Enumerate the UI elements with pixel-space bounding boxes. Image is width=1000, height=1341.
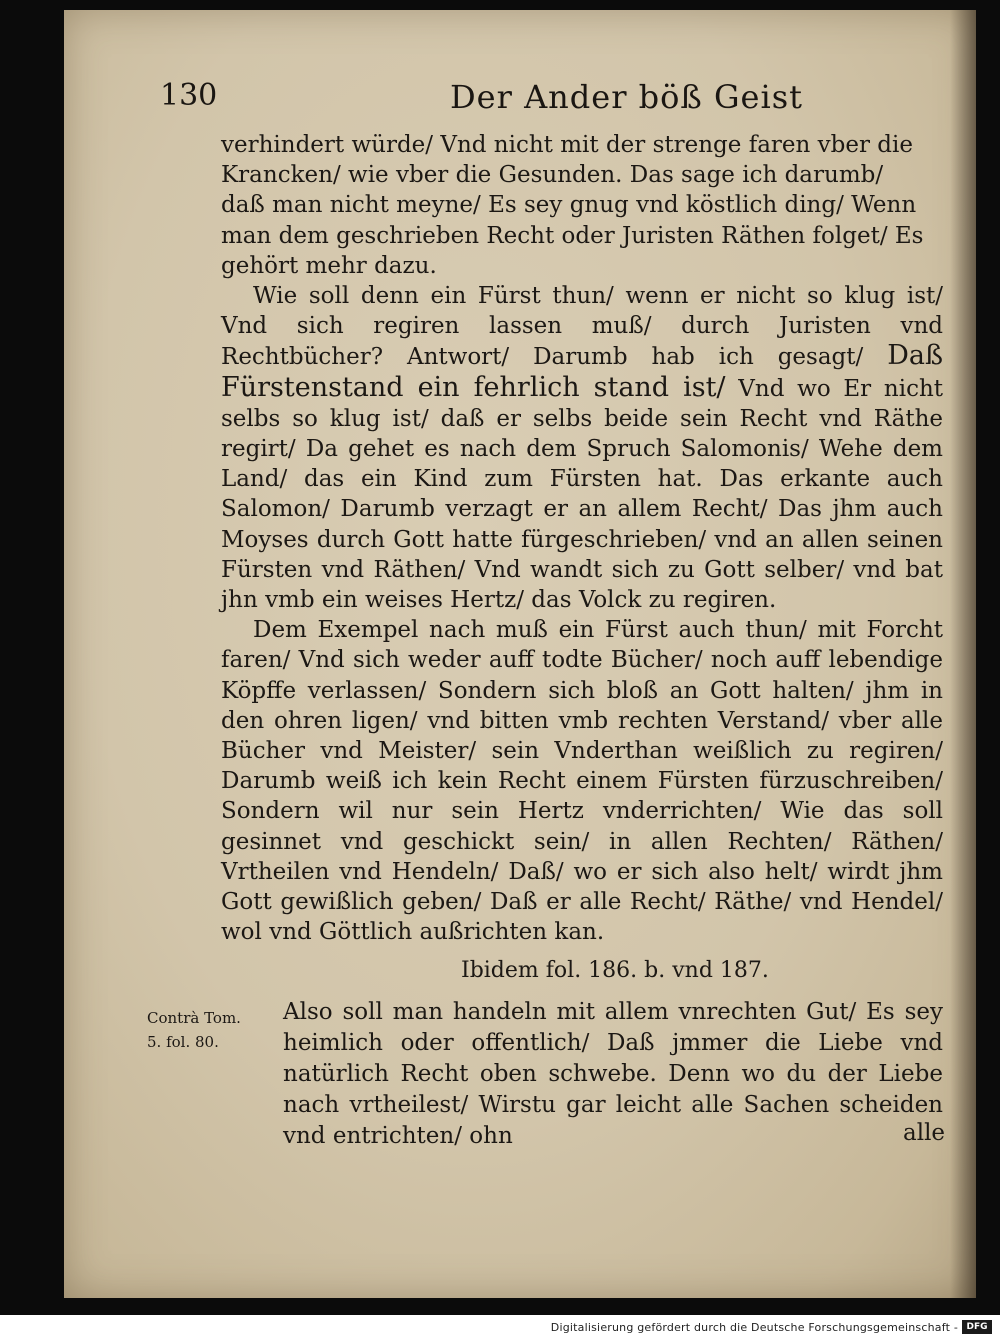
margin-note-line: 5. fol. 80.: [147, 1033, 219, 1051]
page-number: 130: [160, 78, 218, 113]
paragraph-exempel: Dem Exempel nach muß ein Fürst auch thun/ mit Forcht faren/ Vnd sich weder auff todte Bücher/ noch auff lebendige Köpffe verlassen/ Sondern sich bloß an Gott halten/ jhm in den ohren ligen/ vnd bitten vmb rechten Verstand/ vber alle Bücher vnd Meister/ sein Vnderthan weißlich zu regiren/ Darumb weiß ich kein Recht einem Fürsten fürzuschreiben/ Sondern wil nur sein Hertz vnderrichten/ Wie das soll gesinnet vnd geschickt sein/ in allen Rechten/ Räthen/ Vrtheilen vnd Hendeln/ Daß/ wo er sich also helt/ wirdt jhm Gott gewißlich geben/ Daß er alle Recht/ Räthe/ vnd Hendel/ wol vnd Göttlich außrichten kan.: [221, 617, 943, 946]
text-line: Krancken/ wie vber die Gesunden. Das sage ich darumb/: [221, 162, 884, 189]
page-gutter-shadow: [950, 10, 976, 1298]
footer-bar: [0, 1315, 1000, 1341]
emphasized-text: Daß Fürstenstand ein fehrlich stand ist/: [221, 340, 944, 403]
paragraph-fuerstenstand: [221, 281, 943, 615]
text-line: man dem geschrieben Recht oder Juristen Räthen folget/ Es: [221, 222, 924, 249]
footer-credit: Digitalisierung gefördert durch die Deutsche Forschungsgemeinschaft -: [550, 1321, 958, 1334]
reference-line: Ibidem fol. 186. b. vnd 187.: [461, 958, 769, 983]
margin-note: [147, 1006, 267, 1054]
paragraph-unrechtes-gut: Also soll man handeln mit allem vnrechten Gut/ Es sey heimlich oder offentlich/ Daß jmmer die Liebe vnd natürlich Recht oben schwebe. Denn wo du der Liebe nach vrtheilest/ Wirstu gar leicht alle Sachen scheiden vnd entrichten/ ohn: [283, 999, 943, 1149]
text-line: verhindert würde/ Vnd nicht mit der strenge faren vber die: [221, 132, 913, 158]
running-head-title: Der Ander böß Geist: [450, 78, 803, 116]
catchword: alle: [903, 1120, 946, 1146]
dfg-logo-icon: DFG: [962, 1320, 992, 1334]
running-head: [160, 78, 850, 128]
main-text: [221, 130, 943, 947]
margin-note-line: Contrà Tom.: [147, 1009, 241, 1027]
paragraph-text: Vnd wo Er nicht selbs so klug ist/ daß er selbs beide sein Recht vnd Räthe regirt/ Da gehet es nach dem Spruch Salomonis/ Wehe dem Land/ das ein Kind zum Fürsten hat. Das erkante auch Salomon/ Darumb verzagt er an allem Recht/ Das jhm auch Moyses durch Gott hatte fürgeschrieben/ vnd an allen seinen Fürsten vnd Räthen/ Vnd wandt sich zu Gott selber/ vnd bat jhn vmb ein weises Hertz/ das Volck zu regiren.: [221, 375, 943, 614]
text-line: daß man nicht meyne/ Es sey gnug vnd köstlich ding/ Wenn: [221, 192, 917, 219]
text-line: gehört mehr dazu.: [221, 252, 437, 279]
paragraph-text: Wie soll denn ein Fürst thun/ wenn er nicht so klug ist/ Vnd sich regiren lassen muß/ durch Juristen vnd Rechtbücher? Antwort/ Darumb hab ich gesagt/: [221, 283, 943, 371]
